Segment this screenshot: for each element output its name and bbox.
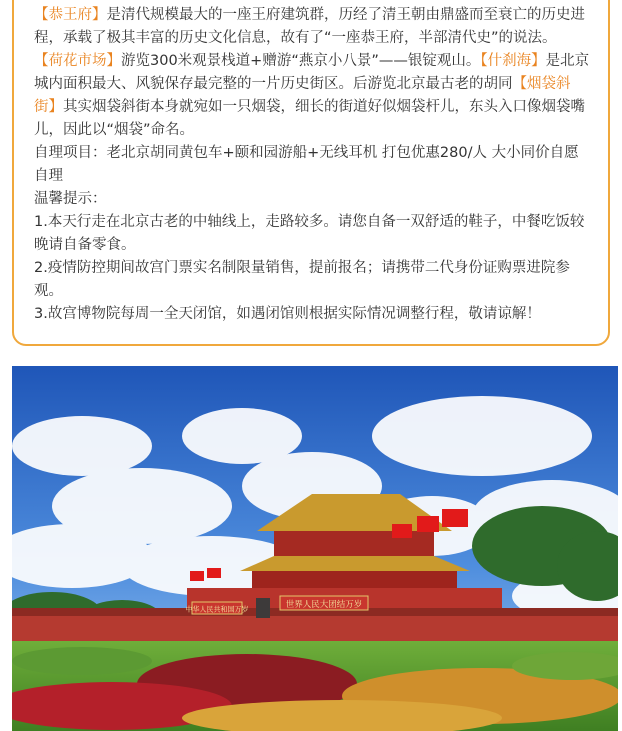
spot-shichahai: 【什刹海】 [480,53,546,69]
spot-lotus-market-desc: 游览300米观景栈道+赠游“燕京小八景”——银锭观山。 [121,53,481,69]
spot-lotus-market: 【荷花市场】 [34,53,121,69]
banner-right: 世界人民大团结万岁 [285,600,363,610]
tips-title: 温馨提示： [34,191,107,207]
intro-paragraph-1 [34,4,590,50]
tip-1: 1.本天行走在北京古老的中轴线上，走路较多。请您自备一双舒适的鞋子，中餐吃饭较晚请自备零食。 [34,214,585,253]
intro-paragraph-2 [34,50,590,142]
spot-yandai-street: 【烟袋斜街】 [34,76,571,115]
tiananmen-photo [12,366,618,731]
tip-2: 2.疫情防控期间故宫门票实名制限量销售，提前报名；请携带二代身份证购票进院参观。 [34,260,570,299]
spot-yandai-street-desc: 其实烟袋斜街本身就宛如一只烟袋，细长的街道好似烟袋杆儿，东头入口像烟袋嘴儿，因此以“烟袋”命名。 [34,99,585,138]
spot-shichahai-desc: 是北京城内面积最大、风貌保存最完整的一片历史街区。后游览北京最古老的胡同 [34,53,590,92]
banner-left: 中华人民共和国万岁 [185,605,249,614]
spot-gongwangfu-desc: 是清代规模最大的一座王府建筑群，历经了清王朝由鼎盛而至衰亡的历史进程，承载了极其丰富的历史文化信息，故有了“一座恭王府，半部清代史”的说法。 [34,7,585,46]
tip-3: 3.故宫博物院每周一全天闭馆，如遇闭馆则根据实际情况调整行程，敬请谅解！ [34,306,541,322]
spot-gongwangfu: 【恭王府】 [34,7,107,23]
itinerary-card [12,0,610,346]
self-pay-items: 自理项目：老北京胡同黄包车+颐和园游船+无线耳机 打包优惠280/人 大小同价自愿自理 [34,145,579,184]
